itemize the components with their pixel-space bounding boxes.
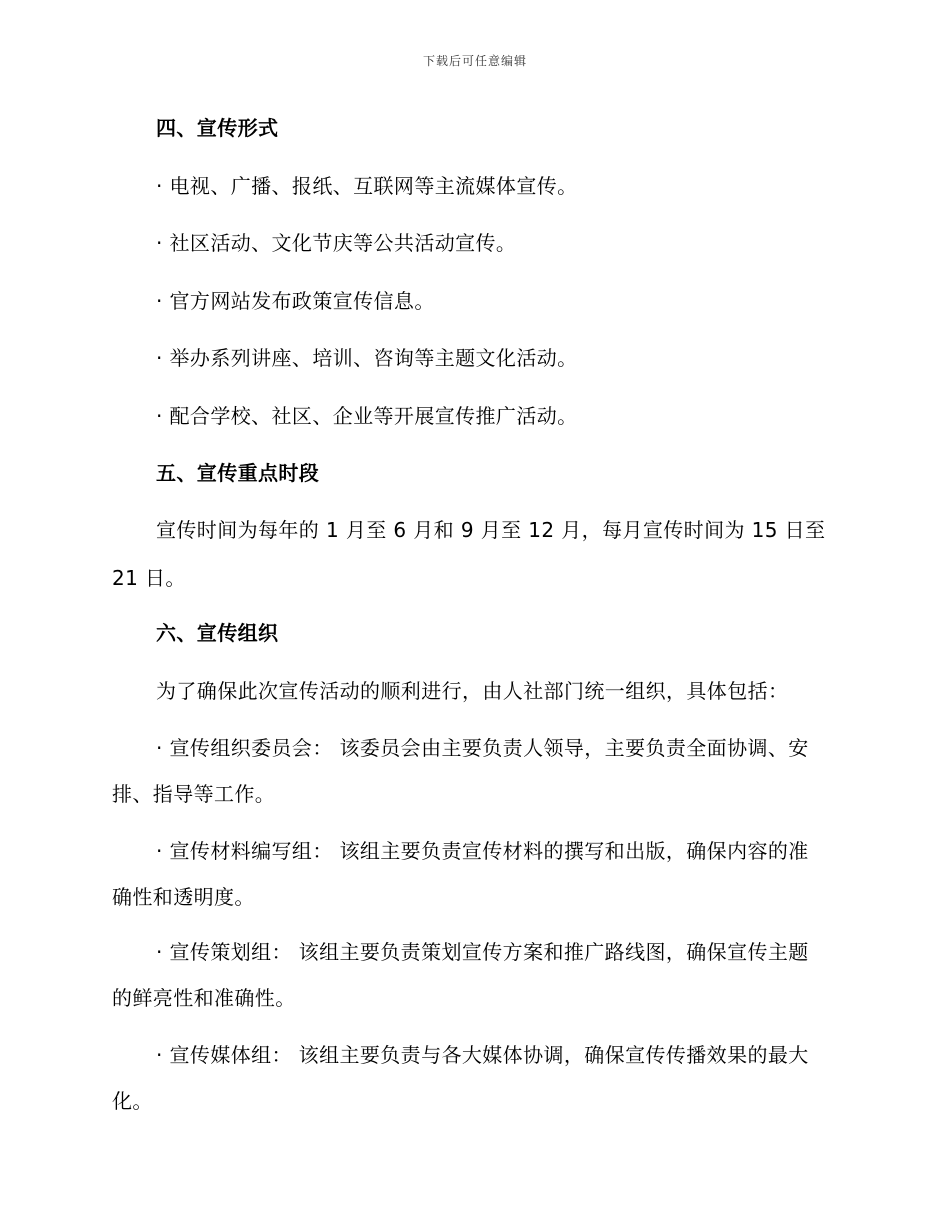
list-item: · 举办系列讲座、培训、咨询等主题文化活动。 bbox=[156, 346, 578, 370]
list-item: · 宣传材料编写组： 该组主要负责宣传材料的撰写和出版，确保内容的准确性和透明度。 bbox=[112, 839, 809, 909]
list-item: · 宣传媒体组： 该组主要负责与各大媒体协调，确保宣传传播效果的最大化。 bbox=[112, 1043, 809, 1113]
list-item: · 电视、广播、报纸、互联网等主流媒体宣传。 bbox=[156, 174, 578, 198]
section-heading-organization: 六、宣传组织 bbox=[156, 621, 279, 645]
section-heading-key-period: 五、宣传重点时段 bbox=[156, 461, 320, 485]
page-header: 下载后可任意编辑 bbox=[422, 54, 527, 68]
list-item: · 宣传策划组： 该组主要负责策划宣传方案和推广路线图，确保宣传主题的鲜亮性和准确性。 bbox=[112, 940, 809, 1010]
list-item: · 宣传组织委员会： 该委员会由主要负责人领导，主要负责全面协调、安排、指导等工作。 bbox=[112, 736, 809, 806]
list-item: · 社区活动、文化节庆等公共活动宣传。 bbox=[156, 231, 517, 255]
section-heading-forms: 四、宣传形式 bbox=[156, 116, 279, 140]
paragraph-schedule: 宣传时间为每年的 1 月至 6 月和 9 月至 12 月，每月宣传时间为 15 日至 21 日。 bbox=[112, 518, 826, 590]
list-item: · 官方网站发布政策宣传信息。 bbox=[156, 289, 435, 313]
paragraph-intro: 为了确保此次宣传活动的顺利进行，由人社部门统一组织，具体包括： bbox=[156, 679, 789, 703]
list-item: · 配合学校、社区、企业等开展宣传推广活动。 bbox=[156, 404, 578, 428]
